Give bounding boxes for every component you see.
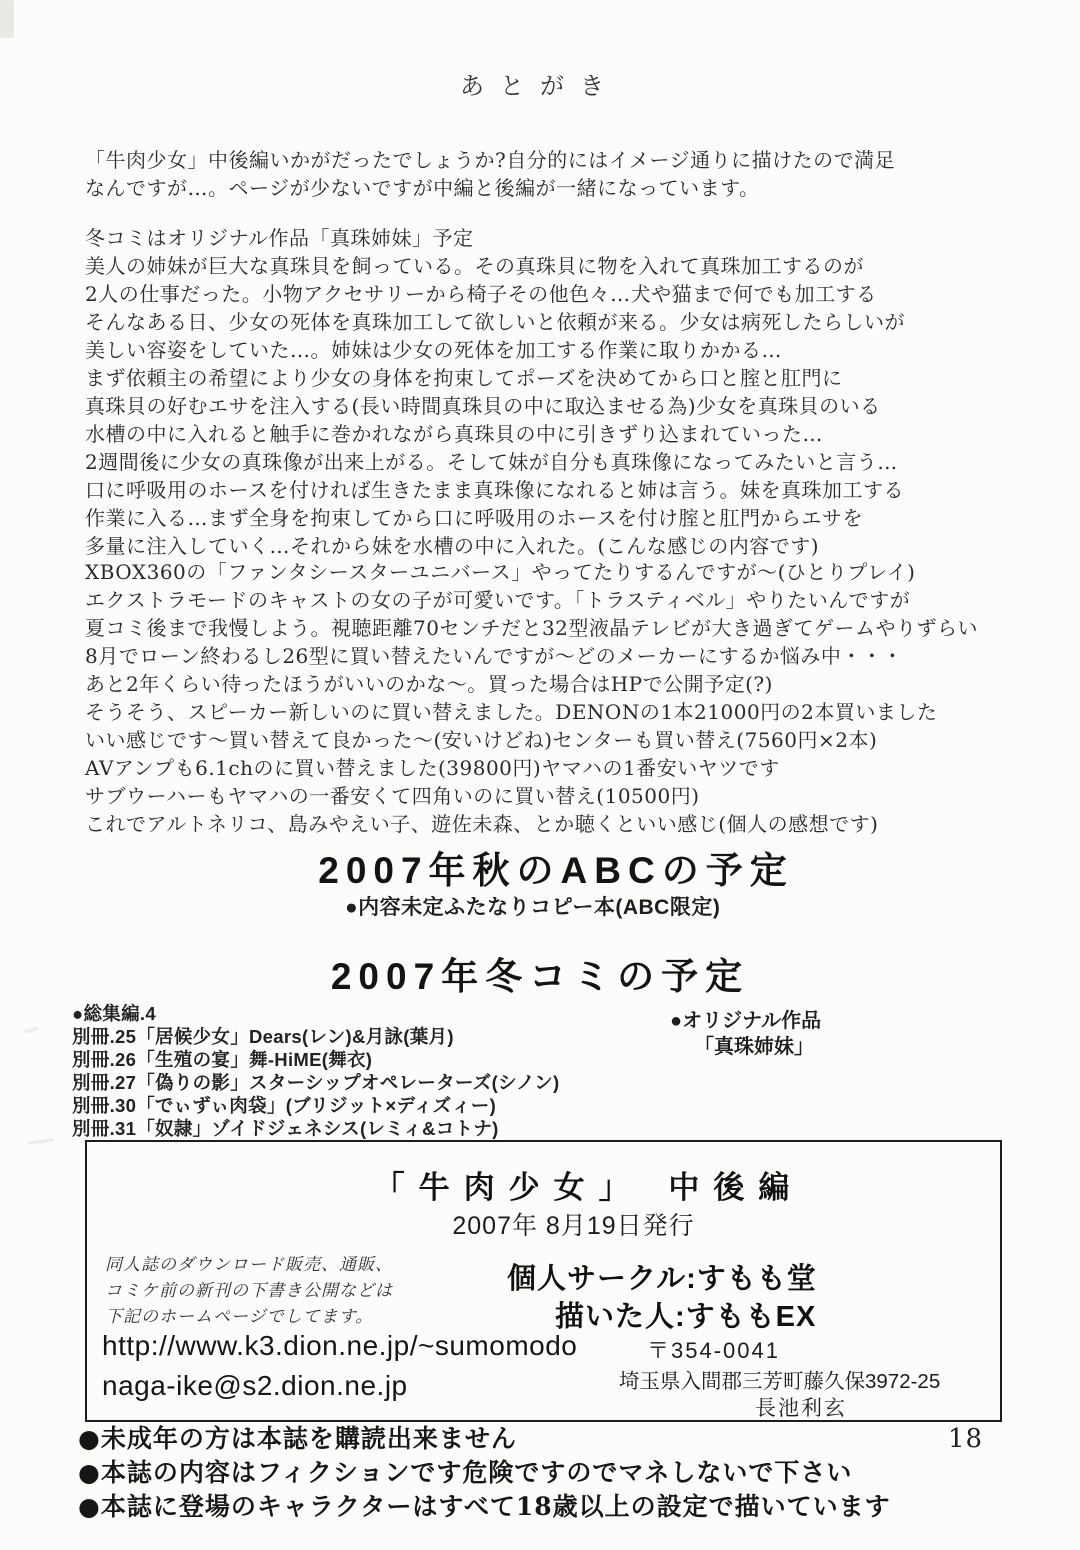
autumn-abc-heading: 2007年秋のABCの予定 (318, 850, 794, 891)
text-line: 2週間後に少女の真珠像が出来上がる。そして妹が自分も真珠像になってみたいと言う… (85, 450, 898, 474)
text-line: 夏コミ後まで我慢しよう。視聴距離70センチだと32型液晶テレビが大き過ぎてゲームやりずらい (85, 616, 978, 640)
text-line: 同人誌のダウンロード販売、通販、 (105, 1255, 393, 1275)
text-line: 口に呼吸用のホースを付ければ生きたまま真珠像になれると姉は言う。妹を真珠加工する (85, 478, 904, 502)
text-line: そんなある日、少女の死体を真珠加工して欲しいと依頼が来る。少女は病死したらしいが (85, 310, 905, 334)
postal-code: 〒354‐0041 (647, 1338, 780, 1363)
text-line: AVアンプも6.1chのに買い替えました(39800円)ヤマハの1番安いヤツです (85, 756, 780, 780)
winter-original-work-title: 「真珠姉妹」 (694, 1036, 814, 1058)
winter-original-work-label: ●オリジナル作品 (670, 1010, 822, 1032)
text-line: 別冊.25「居候少女」Dears(レン)&月詠(葉月) (72, 1026, 454, 1047)
text-line: いい感じです〜買い替えて良かった〜(安いけどね)センターも買い替え(7560円×2本) (85, 728, 878, 752)
homepage-url: http://www.k3.dion.ne.jp/~sumomodo (102, 1330, 578, 1361)
disclaimer-list (78, 1422, 891, 1524)
text-line: 8月でローン終わるし26型に買い替えたいんですが〜どのメーカーにするか悩み中・・・ (85, 644, 903, 668)
contact-email: naga-ike@s2.dion.ne.jp (102, 1370, 408, 1401)
homepage-note (105, 1252, 393, 1330)
text-line: まず依頼主の希望により少女の身体を拘束してポーズを決めてから口と腟と肛門に (85, 366, 843, 390)
text-line: ●本誌に登場のキャラクターはすべて18歳以上の設定で描いています (78, 1492, 891, 1521)
text-line: 「牛肉少女」中後編いかがだったでしょうか?自分的にはイメージ通りに描けたので満足 (85, 148, 896, 172)
text-line: 冬コミはオリジナル作品「真珠姉妹」予定 (85, 226, 474, 250)
book-title: 「牛肉少女」 中後編 (373, 1170, 804, 1206)
circle-name: 個人サークル:すもも堂 (507, 1263, 817, 1295)
author-real-name: 長池利玄 (755, 1397, 847, 1420)
scan-artifact (28, 1138, 54, 1145)
winter-comic-plot-paragraph (85, 224, 1045, 560)
text-line: 美人の姉妹が巨大な真珠貝を飼っている。その真珠貝に物を入れて真珠加工するのが (85, 254, 864, 278)
text-line: 水槽の中に入れると触手に巻かれながら真珠貝の中に引きずり込まれていった… (85, 422, 823, 446)
games-audio-paragraph (85, 558, 1045, 838)
publication-date: 2007年 8月19日発行 (452, 1212, 695, 1240)
text-line: ●本誌の内容はフィクションです危険ですのでマネしないで下さい (78, 1458, 853, 1487)
page-number: 18 (948, 1424, 984, 1454)
text-line: 作業に入る…まず全身を拘束してから口に呼吸用のホースを付け腟と肛門からエサを (85, 506, 863, 530)
text-line: ●総集編.4 (72, 1003, 156, 1024)
text-line: 別冊.26「生殖の宴」舞-HiME(舞衣) (72, 1049, 373, 1070)
text-line: そうそう、スピーカー新しいのに買い替えました。DENONの1本21000円の2本買いました (85, 700, 938, 724)
text-line: 多量に注入していく…それから妹を水槽の中に入れた。(こんな感じの内容です) (85, 534, 820, 558)
text-line: 別冊.31「奴隷」ゾイドジェネシス(レミィ&コトナ) (72, 1118, 499, 1139)
artist-name: 描いた人:すももEX (555, 1301, 817, 1333)
autumn-abc-item: ●内容未定ふたなりコピー本(ABC限定) (345, 896, 721, 919)
winter-booklet-list (72, 1002, 559, 1140)
colophon-box (85, 1140, 1002, 1422)
text-line: あと2年くらい待ったほうがいいのかな〜。買った場合はHPで公開予定(?) (85, 672, 773, 696)
text-line: XBOX360の「ファンタシースターユニバース」やってたりするんですが〜(ひとりプレイ) (85, 560, 916, 584)
text-line: エクストラモードのキャストの女の子が可愛いです。「トラスティベル」やりたいんですが (85, 588, 911, 612)
text-line: 真珠貝の好むエサを注入する(長い時間真珠貝の中に取込ませる為)少女を真珠貝のいる (85, 394, 881, 418)
text-line: なんですが…。ページが少ないですが中編と後編が一緒になっています。 (85, 176, 760, 200)
text-line: 別冊.27「偽りの影」スターシップオペレーターズ(シノン) (72, 1072, 560, 1093)
page-title: あとがき (460, 72, 620, 100)
text-line: これでアルトネリコ、島みやえい子、遊佐未森、とか聴くといい感じ(個人の感想です) (85, 812, 879, 836)
intro-paragraph (85, 146, 1045, 202)
text-line: 下記のホームページでしてます。 (105, 1307, 374, 1327)
text-line: コミケ前の新刊の下書き公開などは (105, 1281, 393, 1301)
text-line: ●未成年の方は本誌を購読出来ません (78, 1424, 517, 1453)
winter-comiket-heading: 2007年冬コミの予定 (330, 956, 750, 997)
postal-address: 埼玉県入間郡三芳町藤久保3972-25 (619, 1370, 941, 1393)
scan-artifact (24, 1026, 39, 1033)
text-line: サブウーハーもヤマハの一番安くて四角いのに買い替え(10500円) (85, 784, 700, 808)
text-line: 2人の仕事だった。小物アクセサリーから椅子その他色々…犬や猫まで何でも加工する (85, 282, 877, 306)
text-line: 別冊.30「でぃずぃ肉袋」(ブリジット×ディズィー) (72, 1095, 497, 1116)
scan-artifact (0, 0, 14, 38)
text-line: 美しい容姿をしていた…。姉妹は少女の死体を加工する作業に取りかかる… (85, 338, 782, 362)
